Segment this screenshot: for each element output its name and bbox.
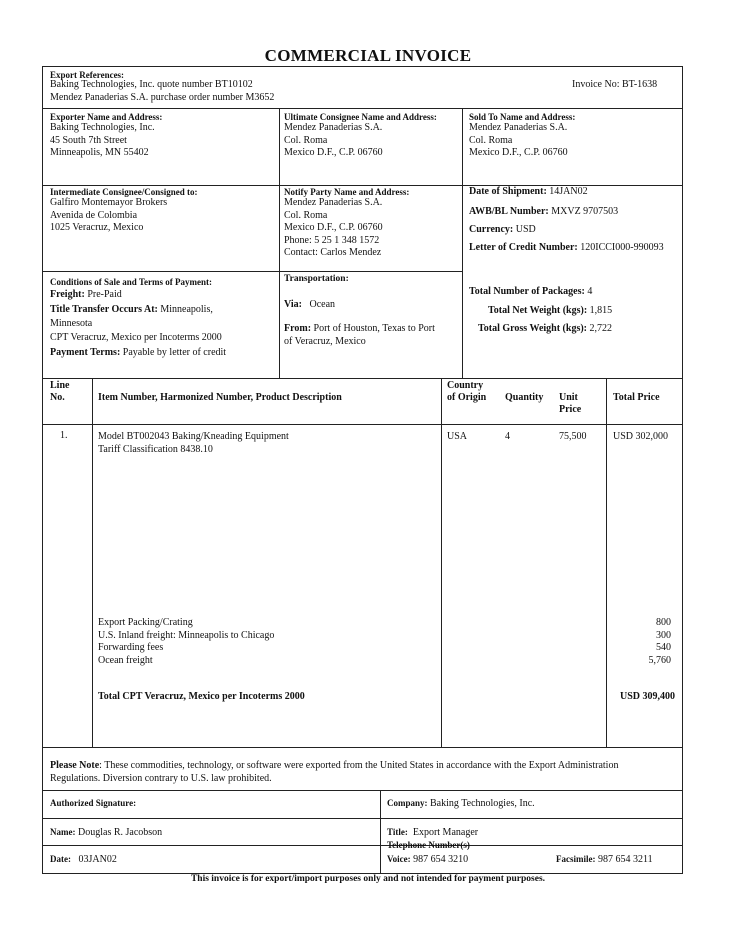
notify-party-line: Mendez Panaderias S.A.: [284, 197, 383, 208]
charge-amount: 800: [656, 617, 671, 628]
facsimile-value: 987 654 3211: [598, 854, 653, 865]
divider: [279, 108, 280, 378]
divider: [92, 378, 93, 747]
col-header-line-no: Line: [50, 380, 70, 391]
divider: [42, 424, 683, 425]
letter-of-credit-value: 120ICCI000-990093: [580, 242, 664, 253]
sold-to-address-line: Mexico D.F., C.P. 06760: [469, 147, 568, 158]
item-quantity: 4: [505, 431, 510, 442]
charge-label: Ocean freight: [98, 654, 153, 666]
charge-label: U.S. Inland freight: Minneapolis to Chicago: [98, 629, 275, 641]
date-value: 03JAN02: [78, 854, 117, 865]
consignee-address-line: Mexico D.F., C.P. 06760: [284, 147, 383, 158]
note-text: : These commodities, technology, or software were exported from the United States in accordance with the Export Administration: [99, 760, 619, 771]
from-line: of Veracruz, Mexico: [284, 336, 366, 347]
via-label: Via:: [284, 299, 302, 310]
awb-value: MXVZ 9707503: [551, 206, 619, 217]
invoice-title: COMMERCIAL INVOICE: [264, 46, 472, 65]
title-transfer-value: Minneapolis,: [160, 304, 213, 315]
divider: [380, 790, 381, 874]
title-transfer-line: CPT Veracruz, Mexico per Incoterms 2000: [50, 332, 222, 343]
divider: [42, 108, 683, 109]
intermediate-address-line: 1025 Veracruz, Mexico: [50, 222, 144, 233]
freight-value: Pre-Paid: [87, 289, 122, 300]
name-label: Name:: [50, 827, 76, 837]
item-tariff-classification: Tariff Classification 8438.10: [98, 443, 213, 455]
consignee-label: Ultimate Consignee Name and Address:: [284, 112, 437, 122]
shipment-date-value: 14JAN02: [549, 186, 588, 197]
sold-to-label: Sold To Name and Address:: [469, 112, 576, 122]
payment-terms-label: Payment Terms:: [50, 347, 121, 358]
footer-disclaimer: This invoice is for export/import purposes only and not intended for payment purposes.: [190, 874, 546, 884]
invoice-number: Invoice No: BT-1638: [572, 79, 658, 90]
exporter-address-line: 45 South 7th Street: [50, 134, 127, 146]
charge-amount: 300: [656, 629, 671, 641]
col-header-total-price: Total Price: [613, 392, 660, 403]
item-total-price: USD 302,000: [613, 431, 669, 442]
intermediate-consignee-label: Intermediate Consignee/Consigned to:: [50, 187, 198, 197]
company-label: Company:: [387, 798, 428, 808]
consignee-address-line: Mendez Panaderias S.A.: [284, 122, 383, 133]
col-header-origin: of Origin: [447, 392, 487, 403]
divider: [441, 378, 442, 747]
job-title-label: Title:: [387, 827, 408, 837]
letter-of-credit-label: Letter of Credit Number:: [469, 242, 578, 253]
divider: [42, 790, 683, 791]
gross-weight-value: 2,722: [589, 323, 612, 334]
telephone-label: Telephone Number(s): [387, 840, 470, 850]
from-value: Port of Houston, Texas to Port: [313, 323, 435, 334]
gross-weight-label: Total Gross Weight (kgs):: [478, 323, 587, 334]
item-origin: USA: [447, 431, 468, 442]
package-count-label: Total Number of Packages:: [469, 286, 585, 297]
charge-label: Forwarding fees: [98, 642, 164, 653]
transportation-label: Transportation:: [284, 274, 349, 284]
via-value: Ocean: [309, 299, 336, 310]
exporter-address-line: Minneapolis, MN 55402: [50, 147, 149, 158]
title-transfer-line: Minnesota: [50, 318, 93, 329]
freight-label: Freight:: [50, 289, 85, 300]
conditions-label: Conditions of Sale and Terms of Payment:: [50, 277, 213, 287]
notify-party-line: Col. Roma: [284, 209, 328, 221]
charge-amount: 540: [656, 642, 671, 653]
date-label: Date:: [50, 854, 71, 864]
item-unit-price: 75,500: [559, 431, 587, 442]
name-value: Douglas R. Jacobson: [78, 827, 163, 838]
note-text: Regulations. Diversion contrary to U.S. law prohibited.: [50, 772, 272, 784]
shipment-date-label: Date of Shipment:: [469, 186, 547, 197]
col-header-quantity: Quantity: [505, 392, 544, 403]
company-value: Baking Technologies, Inc.: [430, 798, 535, 809]
title-transfer-label: Title Transfer Occurs At:: [50, 304, 158, 315]
divider: [42, 271, 462, 272]
voice-value: 987 654 3210: [413, 854, 469, 865]
authorized-signature-label: Authorized Signature:: [50, 798, 137, 808]
item-line-no: 1.: [60, 430, 68, 441]
package-count-value: 4: [587, 286, 593, 297]
col-header-unit-price: Price: [559, 404, 582, 415]
col-header-unit-price: Unit: [559, 392, 578, 403]
exporter-address-line: Baking Technologies, Inc.: [50, 122, 155, 133]
facsimile-label: Facsimile:: [556, 854, 596, 864]
divider: [42, 378, 683, 379]
col-header-line-no: No.: [50, 392, 65, 403]
job-title-value: Export Manager: [412, 827, 479, 838]
col-header-origin: Country: [447, 380, 484, 391]
payment-terms-value: Payable by letter of credit: [122, 347, 227, 358]
col-header-description: Item Number, Harmonized Number, Product Description: [98, 392, 342, 403]
intermediate-address-line: Avenida de Colombia: [50, 209, 138, 221]
divider: [42, 845, 683, 846]
net-weight-label: Total Net Weight (kgs):: [488, 305, 588, 316]
total-label: Total CPT Veracruz, Mexico per Incoterms 2000: [98, 691, 305, 702]
notify-party-contact: Contact: Carlos Mendez: [284, 247, 382, 258]
export-reference-quote: Baking Technologies, Inc. quote number BT10102: [50, 79, 253, 90]
currency-label: Currency:: [469, 224, 514, 235]
voice-label: Voice:: [387, 854, 411, 864]
exporter-label: Exporter Name and Address:: [50, 112, 163, 122]
divider: [42, 818, 683, 819]
charge-amount: 5,760: [648, 654, 671, 666]
sold-to-address-line: Mendez Panaderias S.A.: [469, 122, 568, 133]
total-value: USD 309,400: [619, 691, 675, 702]
notify-party-phone: Phone: 5 25 1 348 1572: [284, 234, 380, 246]
export-reference-po: Mendez Panaderias S.A. purchase order number M3652: [50, 92, 275, 103]
notify-party-label: Notify Party Name and Address:: [284, 187, 410, 197]
intermediate-address-line: Galfiro Montemayor Brokers: [50, 197, 168, 208]
consignee-address-line: Col. Roma: [284, 134, 328, 146]
awb-label: AWB/BL Number:: [469, 206, 549, 217]
notify-party-line: Mexico D.F., C.P. 06760: [284, 222, 383, 233]
net-weight-value: 1,815: [589, 305, 613, 316]
currency-value: USD: [515, 224, 536, 235]
note-label: Please Note: [50, 760, 100, 771]
sold-to-address-line: Col. Roma: [469, 134, 513, 146]
charge-label: Export Packing/Crating: [98, 617, 193, 628]
divider: [462, 108, 463, 378]
divider: [42, 747, 683, 748]
export-references-label: Export References:: [50, 70, 125, 80]
item-description: Model BT002043 Baking/Kneading Equipment: [98, 431, 289, 442]
from-label: From:: [284, 323, 312, 334]
